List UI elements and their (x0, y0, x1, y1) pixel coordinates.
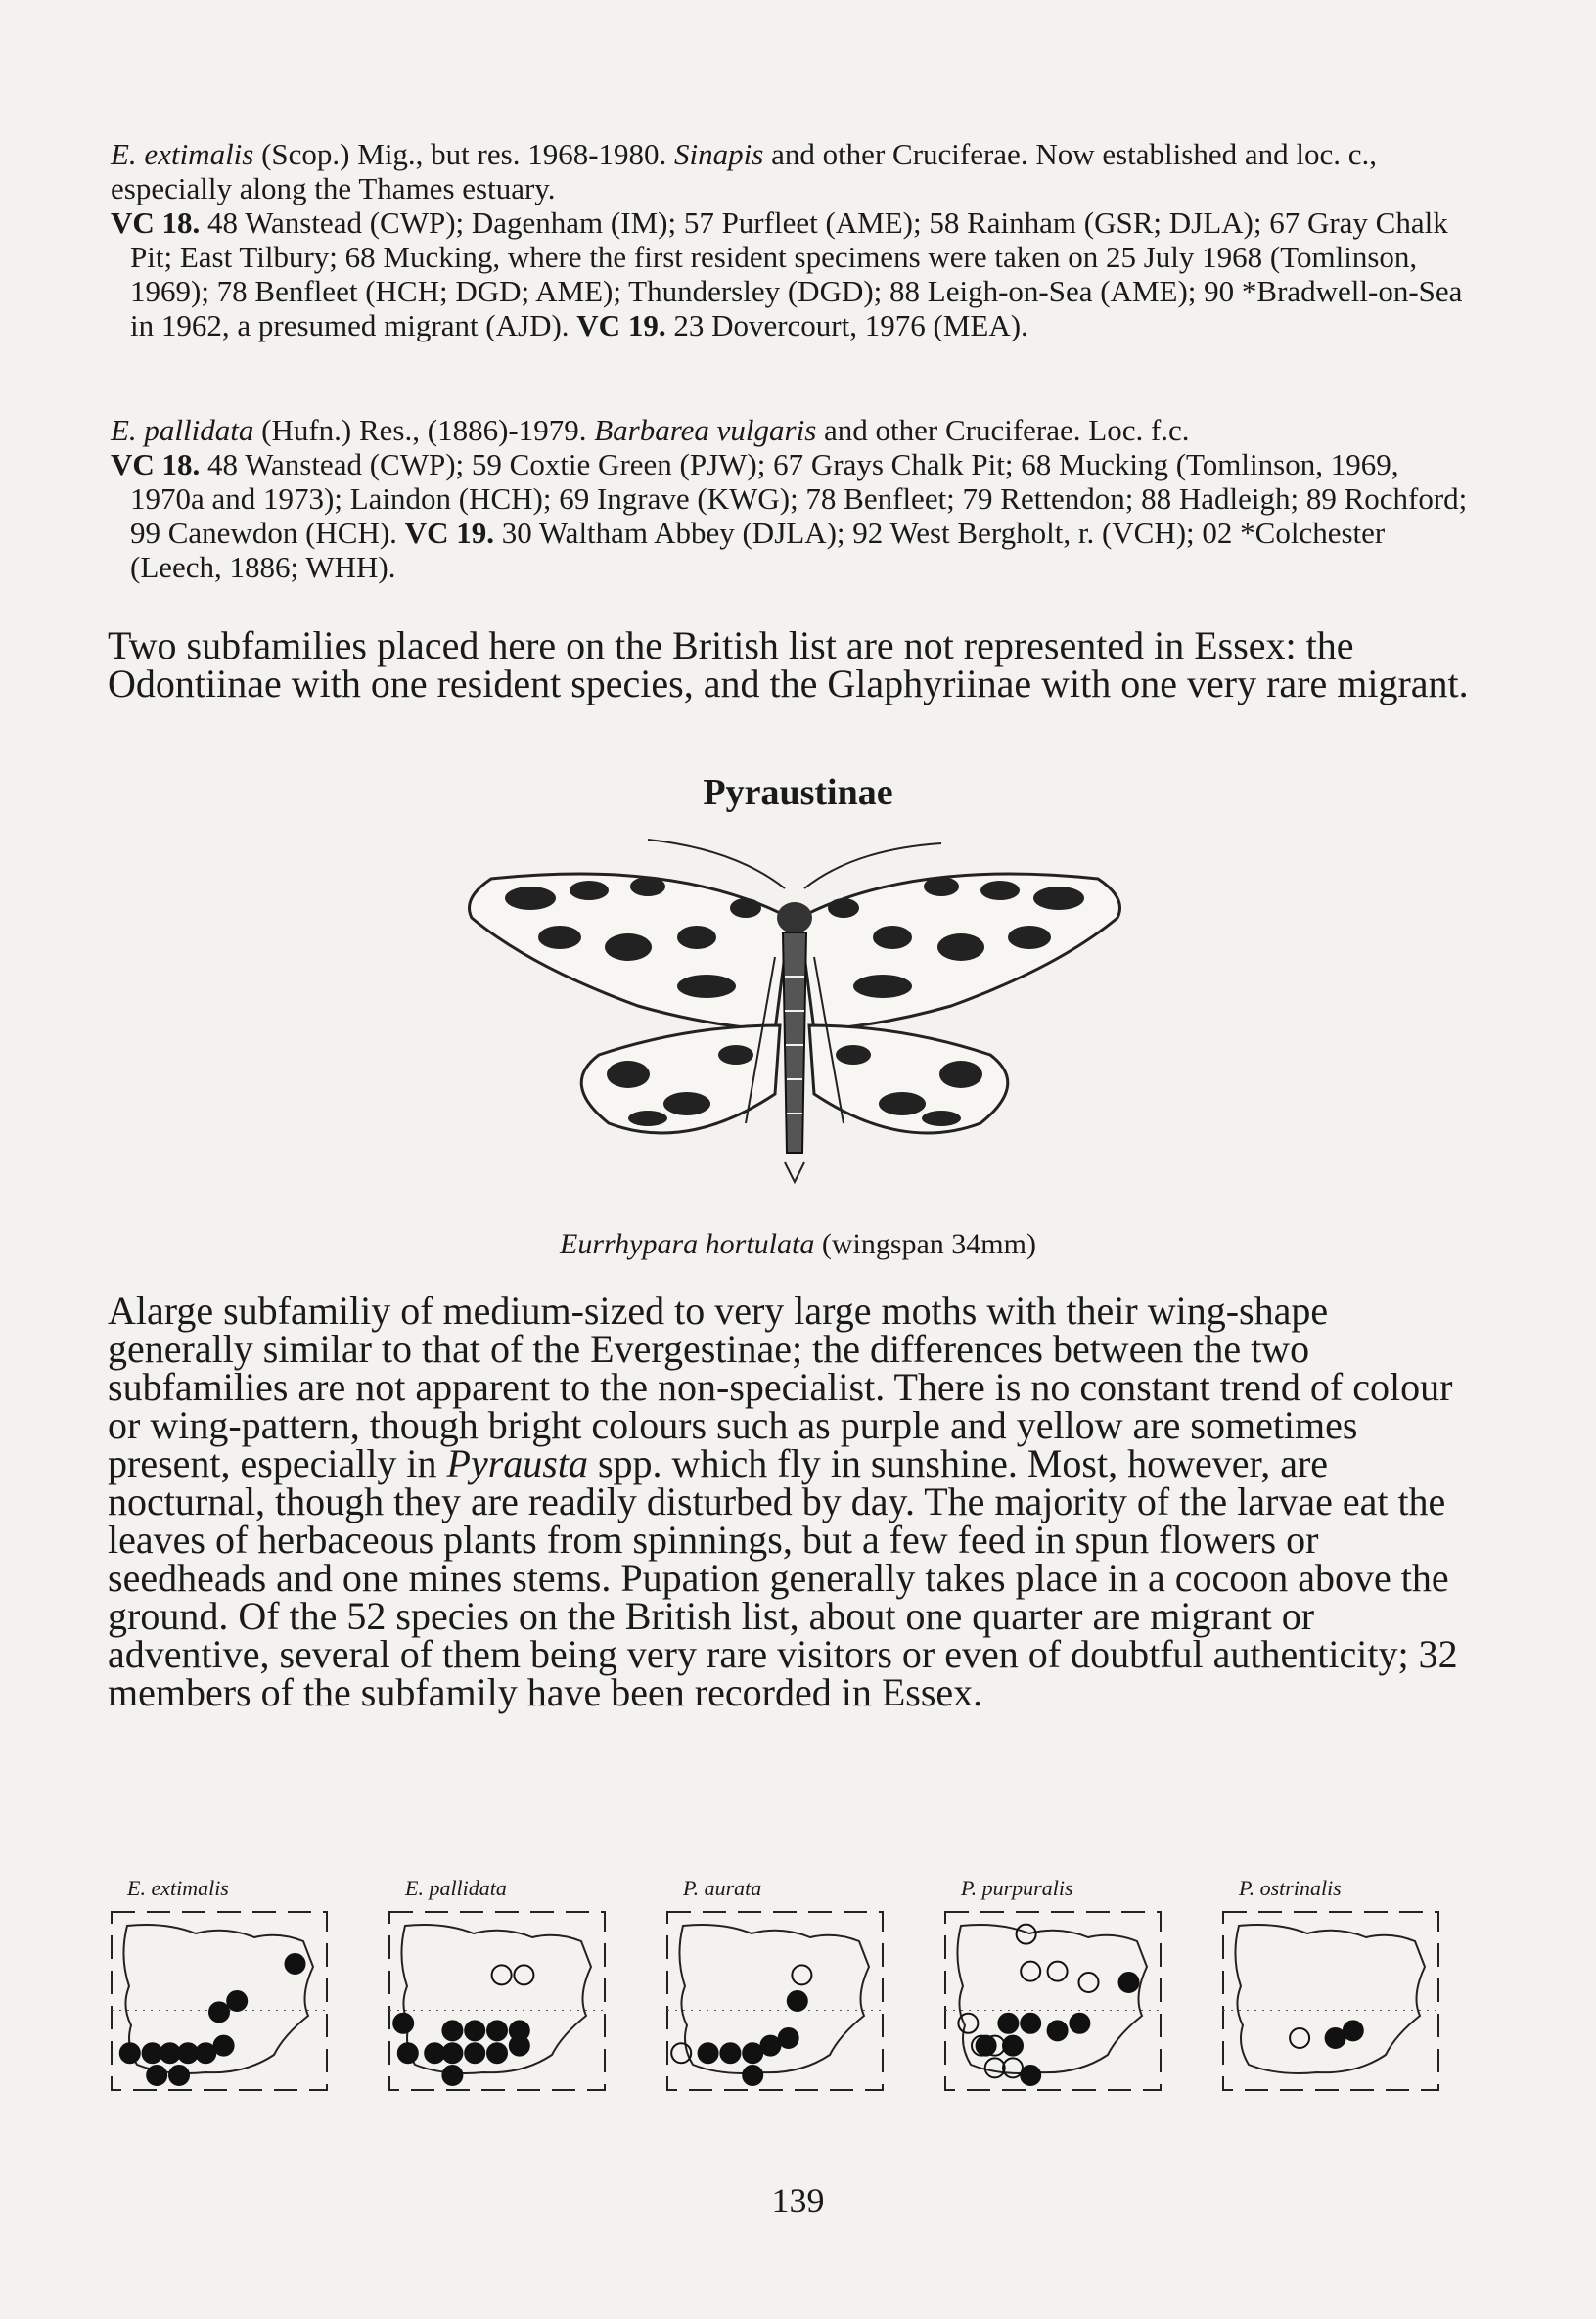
essex-map (1219, 1908, 1442, 2094)
record-dot-filled (1021, 2014, 1040, 2033)
distribution-map (663, 1869, 920, 2094)
record-dot-filled (1344, 2021, 1363, 2040)
county-outline (1235, 1925, 1425, 2073)
record-dot-open (792, 1965, 811, 1984)
caption-species: Eurrhypara hortulata (560, 1228, 815, 1260)
vc18-records: 48 Wanstead (CWP); Dagenham (IM); 57 Purfleet (AME); 58 Rainham (GSR; DJLA); 67 Gray Chalk Pit; East Tilbury; 68 Mucking, where the first resident specimens were taken on 25 July 1968 (Tomlinson, 1969); 78 Benfleet (HCH; DGD; AME); Thundersley (DGD); 88 Leigh-on-Sea (AME); 90 *Bradwell-on-Sea in 1962, a presumed migrant (AJD). (130, 205, 1463, 342)
map-label: E. extimalis (127, 1876, 229, 1900)
distribution-map (386, 1869, 642, 2094)
record-dot-filled (286, 1954, 305, 1974)
record-dot-open (514, 1965, 533, 1984)
record-dot-filled (214, 2036, 234, 2056)
record-dot-open (1003, 2058, 1023, 2077)
record-dot-filled (120, 2043, 140, 2063)
record-dot-filled (147, 2066, 166, 2085)
record-dot-filled (699, 2043, 718, 2063)
record-dot-filled (465, 2021, 484, 2040)
record-dot-open (958, 2014, 978, 2033)
record-dot-filled (510, 2036, 529, 2056)
record-dot-filled (169, 2066, 189, 2085)
record-dot-filled (442, 2021, 462, 2040)
record-dot-filled (393, 2014, 413, 2033)
record-dot-filled (779, 2028, 798, 2048)
map-label: E. pallidata (405, 1876, 507, 1900)
record-dot-filled (178, 2043, 198, 2063)
record-dot-filled (1119, 1973, 1139, 1992)
vc19-records: 30 Waltham Abbey (DJLA); 92 West Bergholt, r. (VCH); 02 *Colchester (Leech, 1886; WHH). (130, 516, 1386, 584)
distribution-map (108, 1869, 364, 2094)
record-dot-filled (425, 2043, 444, 2063)
foodplant: Sinapis (674, 137, 764, 171)
records (111, 447, 1471, 584)
entry-header (111, 413, 1471, 447)
distribution-map (941, 1869, 1198, 2094)
distribution-map (1219, 1869, 1476, 2094)
record-dot-filled (998, 2014, 1018, 2033)
record-dot-open (1290, 2028, 1309, 2048)
record-dot-filled (442, 2066, 462, 2085)
status-text: and other Cruciferae. Loc. f.c. (816, 413, 1190, 447)
figure-caption (0, 1228, 1596, 1261)
map-label: P. ostrinalis (1239, 1876, 1342, 1900)
record-dot-filled (487, 2021, 507, 2040)
species-name: E. extimalis (111, 137, 254, 171)
species-entry-pallidata (111, 413, 1471, 584)
record-dot-open (1079, 1973, 1099, 1992)
record-dot-filled (465, 2043, 484, 2063)
record-dot-filled (1326, 2028, 1345, 2048)
record-dot-filled (743, 2066, 762, 2085)
record-dot-filled (1003, 2036, 1023, 2056)
map-label: P. purpuralis (961, 1876, 1073, 1900)
moth-illustration (452, 830, 1137, 1202)
vc18-label: VC 18. (111, 447, 201, 481)
essex-map (386, 1908, 609, 2094)
authority-status: (Hufn.) Res., (1886)-1979. (253, 413, 595, 447)
records (111, 205, 1471, 342)
authority-status: (Scop.) Mig., but res. 1968-1980. (253, 137, 675, 171)
record-dot-open (1048, 1962, 1068, 1981)
record-dot-filled (760, 2036, 780, 2056)
subfamily-heading: Pyraustinae (703, 772, 893, 813)
record-dot-filled (788, 1991, 807, 2011)
record-dot-filled (1070, 2014, 1089, 2033)
record-dot-open (492, 1965, 512, 1984)
genus-name: Pyrausta (446, 1441, 588, 1485)
vc18-label: VC 18. (111, 205, 201, 240)
record-dot-open (985, 2058, 1005, 2077)
entry-header (111, 137, 1471, 205)
record-dot-open (1021, 1962, 1040, 1981)
record-dot-filled (487, 2043, 507, 2063)
vc19-label: VC 19. (404, 516, 494, 550)
intro-paragraph: Two subfamilies placed here on the British list are not represented in Essex: the Odontiinae with one resident species, and the Glaphyriinae with one very rare migrant. (108, 623, 1469, 705)
species-entry-extimalis (111, 137, 1471, 342)
record-dot-filled (143, 2043, 162, 2063)
vc18-records: 48 Wanstead (CWP); 59 Coxtie Green (PJW); 67 Grays Chalk Pit; 68 Mucking (Tomlinson, 1969, 1970a and 1973); Laindon (HCH); 69 Ingrave (KWG); 78 Benfleet; 79 Rettendon; 88 Hadleigh; 89 Rochford; 99 Canewdon (HCH). (130, 447, 1468, 550)
vc19-records: 23 Dovercourt, 1976 (MEA). (665, 308, 1028, 342)
essex-map (663, 1908, 887, 2094)
description-text-1: Alarge subfamiliy of medium-sized to very large moths with their wing-shape generally similar to that of the Evergestinae; the differences between the two subfamilies are not apparent to the non-specialist. There is no constant trend of colour or wing-pattern, though bright colours such as purple and yellow are sometimes present, especially in (108, 1289, 1453, 1485)
record-dot-filled (227, 1991, 247, 2011)
essex-map (108, 1908, 331, 2094)
page-number: 139 (771, 2181, 825, 2220)
record-dot-filled (398, 2043, 418, 2063)
record-dot-filled (209, 2002, 229, 2022)
distribution-maps (108, 1869, 1478, 2123)
subfamily-description (108, 1289, 1473, 1714)
record-dot-filled (196, 2043, 215, 2063)
species-name: E. pallidata (111, 413, 254, 447)
map-label: P. aurata (683, 1876, 762, 1900)
description-text-2: spp. which fly in sunshine. Most, however, are nocturnal, though they are readily disturbed by day. The majority of the larvae eat the leaves of herbaceous plants from spinnings, but a few feed in spun flowers or seedheads and one mines stems. Pupation generally takes place in a cocoon above the ground. Of the 52 species on the British list, about one quarter are migrant or adventive, several of them being very rare visitors or even of doubtful authenticity; 32 members of the subfamily have been recorded in Essex. (108, 1441, 1458, 1714)
record-dot-filled (1021, 2066, 1040, 2085)
record-dot-filled (160, 2043, 180, 2063)
essex-map (941, 1908, 1164, 2094)
record-dot-filled (743, 2043, 762, 2063)
status-text: and other Cruciferae. Now established and loc. c., especially along the Thames estuary. (111, 137, 1377, 205)
record-dot-filled (1048, 2021, 1068, 2040)
caption-detail: (wingspan 34mm) (814, 1228, 1036, 1260)
foodplant: Barbarea vulgaris (594, 413, 817, 447)
vc19-label: VC 19. (576, 308, 666, 342)
record-dot-filled (442, 2043, 462, 2063)
record-dot-open (1017, 1925, 1036, 1944)
record-dot-filled (720, 2043, 740, 2063)
